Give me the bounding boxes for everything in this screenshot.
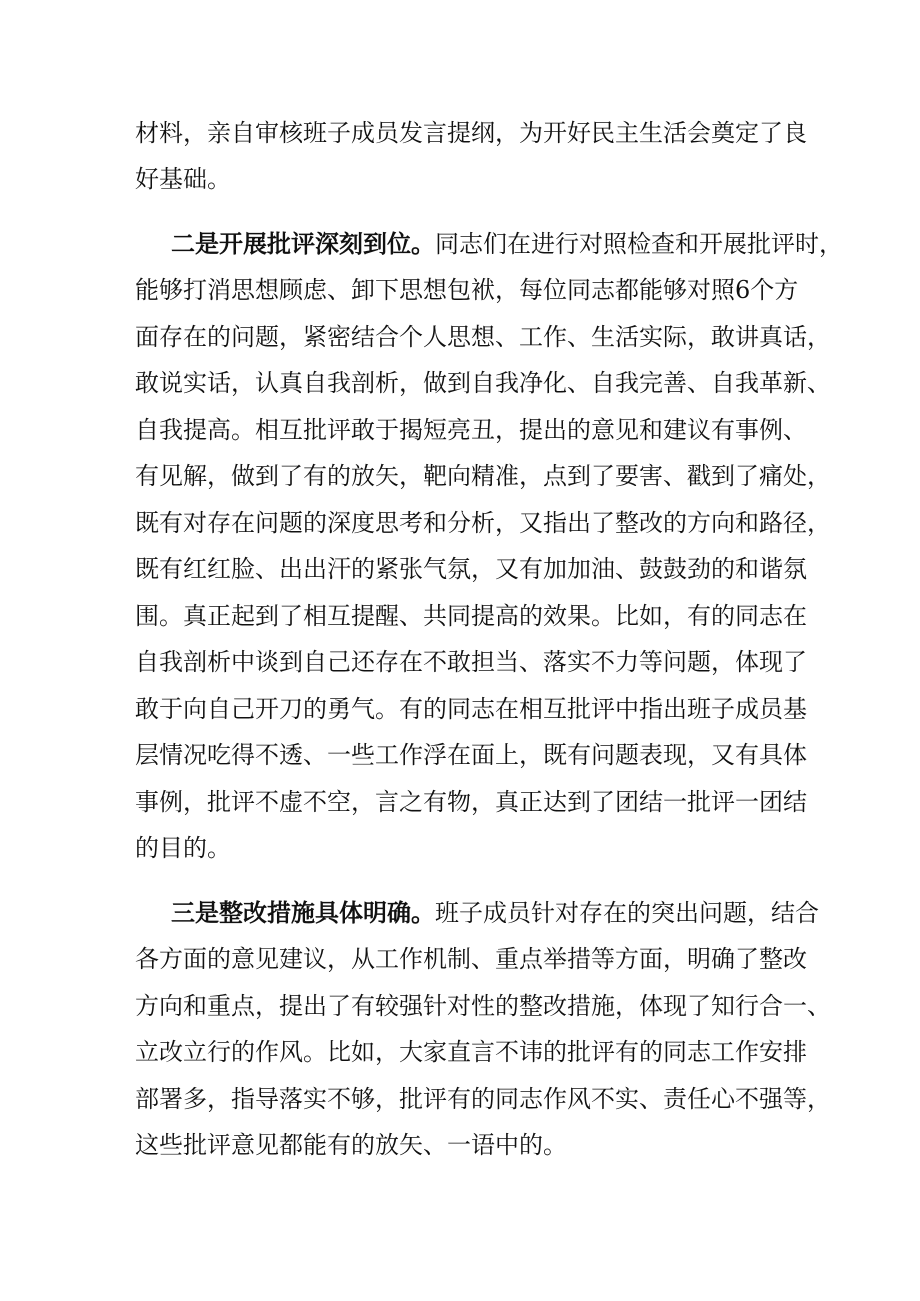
text-line: 方向和重点，提出了有较强针对性的整改措施，体现了知行合一、 [135, 992, 831, 1020]
text-line: 好基础。 [135, 165, 231, 193]
text-line: 能够打消思想顾虑、卸下思想包袱，每位同志都能够对照6个方 [135, 276, 799, 304]
text-line: 敢于向自己开刀的勇气。有的同志在相互批评中指出班子成员基 [135, 695, 807, 723]
text-line: 有见解，做到了有的放矢，靶向精准，点到了要害、戳到了痛处， [135, 462, 831, 490]
text-line: 面存在的问题，紧密结合个人思想、工作、生活实际，敢讲真话， [135, 323, 831, 351]
paragraph-first-line [171, 226, 843, 262]
text-line: 各方面的意见建议，从工作机制、重点举措等方面，明确了整改 [135, 945, 807, 973]
text-line: 自我提高。相互批评敢于揭短亮丑，提出的意见和建议有事例、 [135, 416, 807, 444]
text-line: 材料，亲自审核班子成员发言提纲，为开好民主生活会奠定了良 [135, 119, 807, 147]
text-run: 同志们在进行对照检查和开展批评时， [435, 230, 843, 258]
text-line: 敢说实话，认真自我剖析，做到自我净化、自我完善、自我革新、 [135, 369, 831, 397]
text-line: 这些批评意见都能有的放矢、一语中的。 [135, 1131, 567, 1159]
text-line: 既有红红脸、出出汗的紧张气氛，又有加加油、鼓鼓劲的和谐氛 [135, 555, 807, 583]
text-line: 层情况吃得不透、一些工作浮在面上，既有问题表现，又有具体 [135, 741, 807, 769]
section-heading: 二是开展批评深刻到位。 [171, 229, 435, 258]
text-line: 部署多，指导落实不够，批评有的同志作风不实、责任心不强等， [135, 1085, 831, 1113]
text-line: 的目的。 [135, 834, 231, 862]
section-heading: 三是整改措施具体明确。 [171, 898, 435, 927]
text-run: 班子成员针对存在的突出问题，结合 [435, 899, 819, 927]
text-line: 围。真正起到了相互提醒、共同提高的效果。比如，有的同志在 [135, 602, 807, 630]
paragraph-first-line [171, 895, 819, 931]
text-line: 立改立行的作风。比如，大家直言不讳的批评有的同志工作安排 [135, 1038, 807, 1066]
text-line: 自我剖析中谈到自己还存在不敢担当、落实不力等问题，体现了 [135, 648, 807, 676]
text-line: 事例，批评不虚不空，言之有物，真正达到了团结一批评一团结 [135, 788, 807, 816]
text-line: 既有对存在问题的深度思考和分析，又指出了整改的方向和路径， [135, 509, 831, 537]
